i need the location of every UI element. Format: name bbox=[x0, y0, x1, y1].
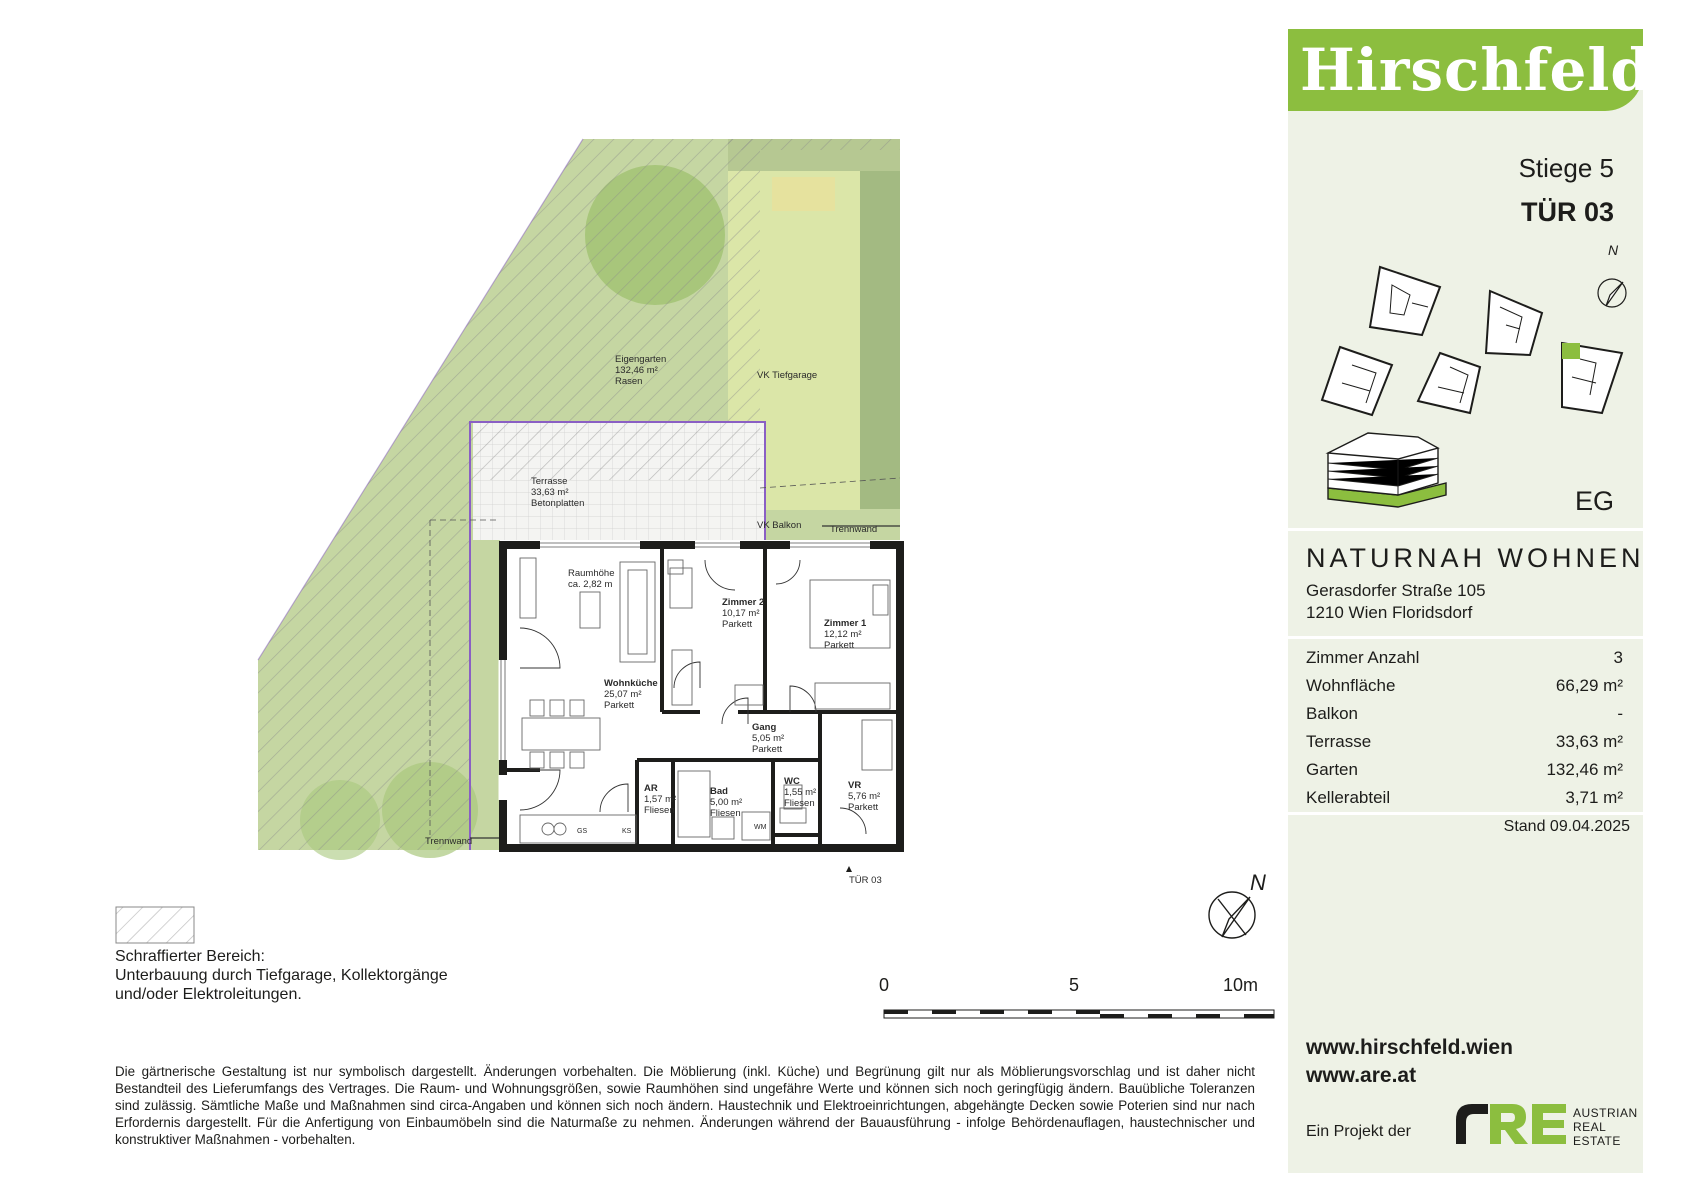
spec-value: 66,29 m² bbox=[1555, 676, 1623, 695]
room-label-ar: AR 1,57 m² Fliesen bbox=[644, 783, 677, 816]
spec-value: 3 bbox=[1613, 648, 1623, 667]
stiege-label: Stiege 5 bbox=[1518, 153, 1614, 183]
trennwand-label: Trennwand bbox=[830, 524, 878, 535]
north-arrow-icon bbox=[1209, 892, 1255, 938]
scale-label-5: 5 bbox=[1069, 975, 1080, 995]
unit-highlight bbox=[1562, 343, 1580, 359]
spec-label: Balkon bbox=[1306, 704, 1358, 723]
are-logo-icon bbox=[1454, 1100, 1569, 1146]
legend-swatch bbox=[116, 907, 194, 943]
entrance-marker bbox=[846, 866, 852, 872]
are-logo-text: AUSTRIAN REAL ESTATE bbox=[1573, 1106, 1638, 1148]
room-label-zimmer1: Zimmer 1 12,12 m² Parkett bbox=[824, 618, 867, 651]
spec-value: 33,63 m² bbox=[1555, 732, 1623, 751]
building-block bbox=[1322, 347, 1392, 415]
appliance-wm: WM bbox=[754, 824, 767, 831]
spec-value: 132,46 m² bbox=[1546, 760, 1623, 779]
project-name: NATURNAH WOHNEN bbox=[1306, 543, 1645, 573]
hirschfeld-logo: Hirschfeld bbox=[1300, 36, 1652, 104]
spec-row bbox=[1306, 760, 1623, 788]
building-block bbox=[1370, 267, 1440, 335]
vk-tiefgarage-label: VK Tiefgarage bbox=[757, 370, 818, 381]
room-label-wohnkueche: Wohnküche 25,07 m² Parkett bbox=[604, 678, 658, 711]
vk-balkon-label: VK Balkon bbox=[757, 520, 802, 531]
scale-bar bbox=[884, 1010, 1274, 1018]
appliance-ks: KS bbox=[622, 828, 632, 835]
spec-row bbox=[1306, 648, 1623, 676]
site-plan bbox=[1300, 242, 1640, 525]
project-by-label: Ein Projekt der bbox=[1306, 1123, 1411, 1140]
spec-label: Wohnfläche bbox=[1306, 676, 1396, 695]
terrace-label: Terrasse 33,63 m² Betonplatten bbox=[531, 476, 585, 509]
room-label-bad: Bad 5,00 m² Fliesen bbox=[710, 786, 743, 819]
level-label: EG bbox=[1574, 486, 1614, 516]
scale-label-10: 10m bbox=[1223, 975, 1259, 995]
stand-date: Stand 09.04.2025 bbox=[1503, 818, 1630, 835]
scale-label-0: 0 bbox=[879, 975, 890, 995]
building-3d-icon bbox=[1328, 433, 1446, 507]
entrance-label: TÜR 03 bbox=[849, 875, 882, 886]
divider bbox=[1288, 636, 1643, 639]
room-label-gang: Gang 5,05 m² Parkett bbox=[752, 722, 785, 755]
building-block bbox=[1486, 291, 1542, 355]
north-label: N bbox=[1250, 870, 1266, 895]
raumhoehe-label: Raumhöhe ca. 2,82 m bbox=[568, 568, 615, 590]
spec-label: Terrasse bbox=[1306, 732, 1372, 751]
address-line1: Gerasdorfer Straße 105 bbox=[1306, 581, 1486, 600]
spec-value: 3,71 m² bbox=[1565, 788, 1623, 807]
trennwand-label: Trennwand bbox=[425, 836, 473, 847]
appliance-gs: GS bbox=[577, 828, 588, 835]
spec-row bbox=[1306, 732, 1623, 760]
spec-value: - bbox=[1617, 704, 1623, 723]
north-arrow-small-icon bbox=[1598, 279, 1626, 307]
link-hirschfeld[interactable]: www.hirschfeld.wien bbox=[1306, 1036, 1513, 1059]
spec-row bbox=[1306, 676, 1623, 704]
spec-label: Kellerabteil bbox=[1306, 788, 1391, 807]
address-line2: 1210 Wien Floridsdorf bbox=[1306, 603, 1473, 622]
sandbox bbox=[772, 177, 835, 211]
room-label-wc: WC 1,55 m² Fliesen bbox=[784, 776, 817, 809]
tuer-label: TÜR 03 bbox=[1520, 197, 1614, 227]
disclaimer: Die gärtnerische Gestaltung ist nur symbolisch dargestellt. Änderungen vorbehalten. Die Möblierung (inkl. Küche) und Begrünung gilt nur als Möblierungsvorschlag und ist daher nicht Bestandteil des Lieferumfangs des Vertrages. Die Raum- und Wohnungsgrößen, sowie Raumhöhen sind ungefähre Werte und können sich noch geringfügig ändern. Bauübliche Toleranzen sind zulässig. Sämtliche Maße und Maßnahmen sind circa-Angaben und können sich noch ändern. Haustechnik und Elektroeinrichtungen, abgehängte Decken sowie Poterien sind nur nach Erfordernis dargestellt. Für die Anfertigung von Einbaumöbeln sind die Naturmaße zu nehmen. Änderungen während der Bauausführung - infolge Behördenauflagen, haustechnischer und konstruktiver Maßnahmen - vorbehalten. bbox=[115, 1064, 1255, 1147]
room-label-zimmer2: Zimmer 2 10,17 m² Parkett bbox=[722, 597, 765, 630]
apartment bbox=[500, 540, 900, 848]
building-block bbox=[1418, 353, 1480, 413]
divider bbox=[1288, 812, 1643, 815]
room-label-vr: VR 5,76 m² Parkett bbox=[848, 780, 881, 813]
north-label-small: N bbox=[1608, 242, 1619, 258]
garden-label: Eigengarten 132,46 m² Rasen bbox=[615, 354, 667, 387]
spec-label: Garten bbox=[1306, 760, 1358, 779]
legend-text: Schraffierter Bereich: Unterbauung durch Tiefgarage, Kollektorgänge und/oder Elektroleitungen. bbox=[115, 948, 448, 1003]
spec-label: Zimmer Anzahl bbox=[1306, 648, 1420, 667]
link-are[interactable]: www.are.at bbox=[1306, 1064, 1417, 1087]
spec-row bbox=[1306, 704, 1623, 732]
divider bbox=[1288, 528, 1643, 531]
